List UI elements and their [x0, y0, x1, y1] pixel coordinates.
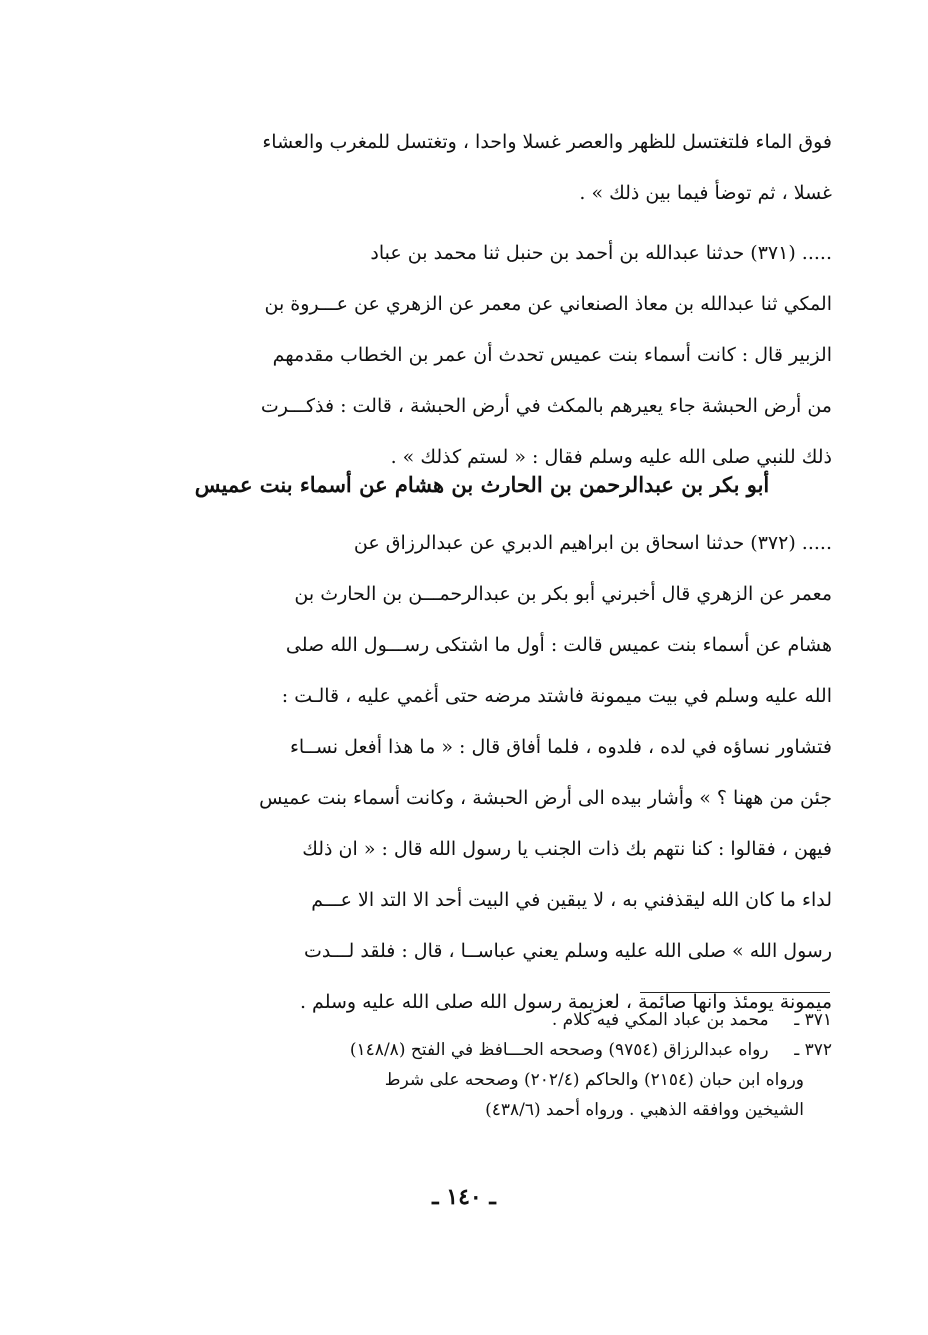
footnote-372-continued: [112, 1065, 832, 1095]
text-line: الزبير قال : كانت أسماء بنت عميس تحدث أن عمر بن الخطاب مقدمهم: [272, 344, 832, 366]
text-line: ..... (٣٧١) حدثنا عبدالله بن أحمد بن حنبل ثنا محمد بن عباد: [370, 242, 832, 264]
section-heading: أبو بكر بن عبدالرحمن بن الحارث بن هشام عن أسماء بنت عميس: [194, 472, 770, 497]
footnote-text: رواه عبدالرزاق (٩٧٥٤) وصححه الحـــافظ في الفتح (١٤٨/٨): [349, 1040, 769, 1060]
text-line: الله عليه وسلم في بيت ميمونة فاشتد مرضه حتى أغمي عليه ، قالـت :: [281, 685, 832, 707]
hadith-372: [132, 518, 832, 1028]
text-line: ميمونة يومئذ وانها صائمة ، لعزيمة رسول الله صلى الله عليه وسلم .: [299, 991, 832, 1013]
footnote-divider: [640, 992, 830, 993]
text-line: غسلا ، ثم توضأ فيما بين ذلك » .: [579, 182, 832, 204]
text-line: ..... (٣٧٢) حدثنا اسحاق بن ابراهيم الدبري عن عبدالرزاق عن: [353, 532, 832, 554]
footnote-372-continued: [112, 1095, 832, 1125]
footnote-number: ٣٧٢ ـ: [794, 1040, 832, 1060]
text-line: فتشاور نساؤه في لده ، فلدوه ، فلما أفاق قال : « ما هذا أفعل نســاء: [289, 736, 832, 758]
footnote-371: [112, 1005, 832, 1035]
page-number: ـ ١٤٠ ـ: [432, 1184, 496, 1210]
text-line: رسول الله » صلى الله عليه وسلم يعني عباســا ، قال : فلقد لـــدت: [303, 940, 832, 962]
text-line: فيهن ، فقالوا : كنا نتهم بك ذات الجنب يا رسول الله قال : « ان ذلك: [302, 838, 832, 860]
footnote-text: ورواه ابن حبان (٢١٥٤) والحاكم (٢٠٢/٤) وصححه على شرط: [384, 1070, 804, 1090]
footnote-372: [112, 1035, 832, 1065]
hadith-371: [132, 228, 832, 483]
footnote-text: الشيخين ووافقه الذهبي . ورواه أحمد (٤٣٨/٦): [485, 1100, 804, 1120]
text-line: جئن من ههنا ؟ » وأشار بيده الى أرض الحبشة ، وكانت أسماء بنت عميس: [259, 787, 832, 809]
footnotes: [112, 1005, 832, 1125]
text-line: ذلك للنبي صلى الله عليه وسلم فقال : « لستم كذلك » .: [390, 446, 832, 468]
text-line: لداء ما كان الله ليقذفني به ، لا يبقين في البيت أحد الا التد الا عـــم: [311, 889, 832, 911]
text-line: من أرض الحبشة جاء يعيرهم بالمكث في أرض الحبشة ، قالت : فذكـــرت: [260, 395, 832, 417]
footnote-number: ٣٧١ ـ: [794, 1010, 832, 1030]
paragraph-continuation: [132, 117, 832, 219]
text-line: المكي ثنا عبدالله بن معاذ الصنعاني عن معمر عن الزهري عن عـــروة بن: [264, 293, 832, 315]
text-line: معمر عن الزهري قال أخبرني أبو بكر بن عبدالرحمـــن بن الحارث بن: [294, 583, 832, 605]
text-line: هشام عن أسماء بنت عميس قالت : أول ما اشتكى رســـول الله صلى: [285, 634, 832, 656]
text-line: فوق الماء فلتغتسل للظهر والعصر غسلا واحدا ، وتغتسل للمغرب والعشاء: [262, 131, 832, 153]
footnote-text: محمد بن عباد المكي فيه كلام .: [551, 1010, 769, 1030]
